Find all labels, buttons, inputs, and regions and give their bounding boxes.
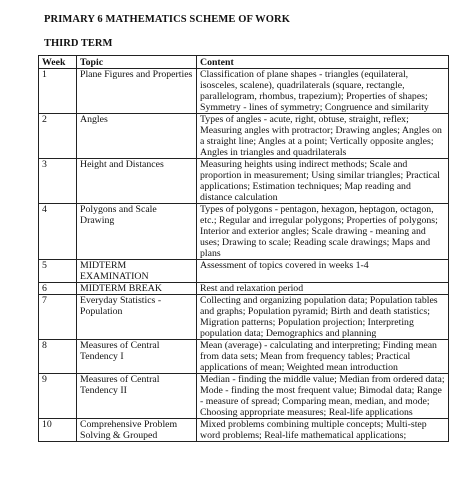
topic-cell: Measures of Central Tendency II (77, 374, 197, 419)
table-row (39, 283, 449, 295)
content-cell: Classification of plane shapes - triangles (equilateral, isosceles, scalene), quadrilaterals (square, rectangle, parallelogram, rhombus, trapezium); Properties of shapes; Symmetry - lines of symmetry; Congruence and similarity (197, 69, 449, 114)
header-topic: Topic (77, 56, 197, 69)
header-week: Week (39, 56, 77, 69)
content-cell: Mixed problems combining multiple concepts; Multi-step word problems; Real-life mathematical applications; (197, 419, 449, 442)
content-cell: Assessment of topics covered in weeks 1-4 (197, 260, 449, 283)
week-cell: 3 (39, 159, 77, 204)
term-heading: THIRD TERM (44, 38, 113, 49)
content-cell: Collecting and organizing population data; Population tables and graphs; Population pyramid; Birth and death statistics; Migration patterns; Population projection; Interpreting population data; Demographics and planning (197, 295, 449, 340)
document-title: PRIMARY 6 MATHEMATICS SCHEME OF WORK (44, 14, 290, 25)
topic-cell: MIDTERM BREAK (77, 283, 197, 295)
topic-cell: Plane Figures and Properties (77, 69, 197, 114)
week-cell: 2 (39, 114, 77, 159)
week-cell: 9 (39, 374, 77, 419)
table-row (39, 204, 449, 260)
content-cell: Types of polygons - pentagon, hexagon, heptagon, octagon, etc.; Regular and irregular polygons; Properties of polygons; Interior and exterior angles; Scale drawing - meaning and uses; Drawing to scale; Reading scale drawings; Maps and plans (197, 204, 449, 260)
table-header-row (39, 56, 449, 69)
table-row (39, 260, 449, 283)
table-row (39, 374, 449, 419)
table-row (39, 114, 449, 159)
topic-cell: MIDTERM EXAMINATION (77, 260, 197, 283)
content-cell: Measuring heights using indirect methods; Scale and proportion in measurement; Using similar triangles; Practical applications; Estimation techniques; Map reading and distance calculation (197, 159, 449, 204)
topic-cell: Angles (77, 114, 197, 159)
table-row (39, 159, 449, 204)
content-cell: Rest and relaxation period (197, 283, 449, 295)
week-cell: 1 (39, 69, 77, 114)
topic-cell: Comprehensive Problem Solving & Grouped (77, 419, 197, 442)
content-cell: Median - finding the middle value; Median from ordered data; Mode - finding the most frequent value; Bimodal data; Range - measure of spread; Comparing mean, median, and mode; Choosing appropriate measures; Real-life applications (197, 374, 449, 419)
scheme-of-work-table (38, 55, 449, 442)
content-cell: Types of angles - acute, right, obtuse, straight, reflex; Measuring angles with protractor; Drawing angles; Angles on a straight line; Angles at a point; Vertically opposite angles; Angles in triangles and quadrilaterals (197, 114, 449, 159)
topic-cell: Height and Distances (77, 159, 197, 204)
topic-cell: Everyday Statistics - Population (77, 295, 197, 340)
topic-cell: Polygons and Scale Drawing (77, 204, 197, 260)
week-cell: 6 (39, 283, 77, 295)
table-row (39, 69, 449, 114)
week-cell: 10 (39, 419, 77, 442)
week-cell: 8 (39, 340, 77, 374)
week-cell: 4 (39, 204, 77, 260)
table-row (39, 340, 449, 374)
header-content: Content (197, 56, 449, 69)
table-row (39, 295, 449, 340)
table-body (39, 69, 449, 442)
topic-cell: Measures of Central Tendency I (77, 340, 197, 374)
content-cell: Mean (average) - calculating and interpreting; Finding mean from data sets; Mean from frequency tables; Practical applications of mean; Weighted mean introduction (197, 340, 449, 374)
week-cell: 5 (39, 260, 77, 283)
week-cell: 7 (39, 295, 77, 340)
table-row (39, 419, 449, 442)
